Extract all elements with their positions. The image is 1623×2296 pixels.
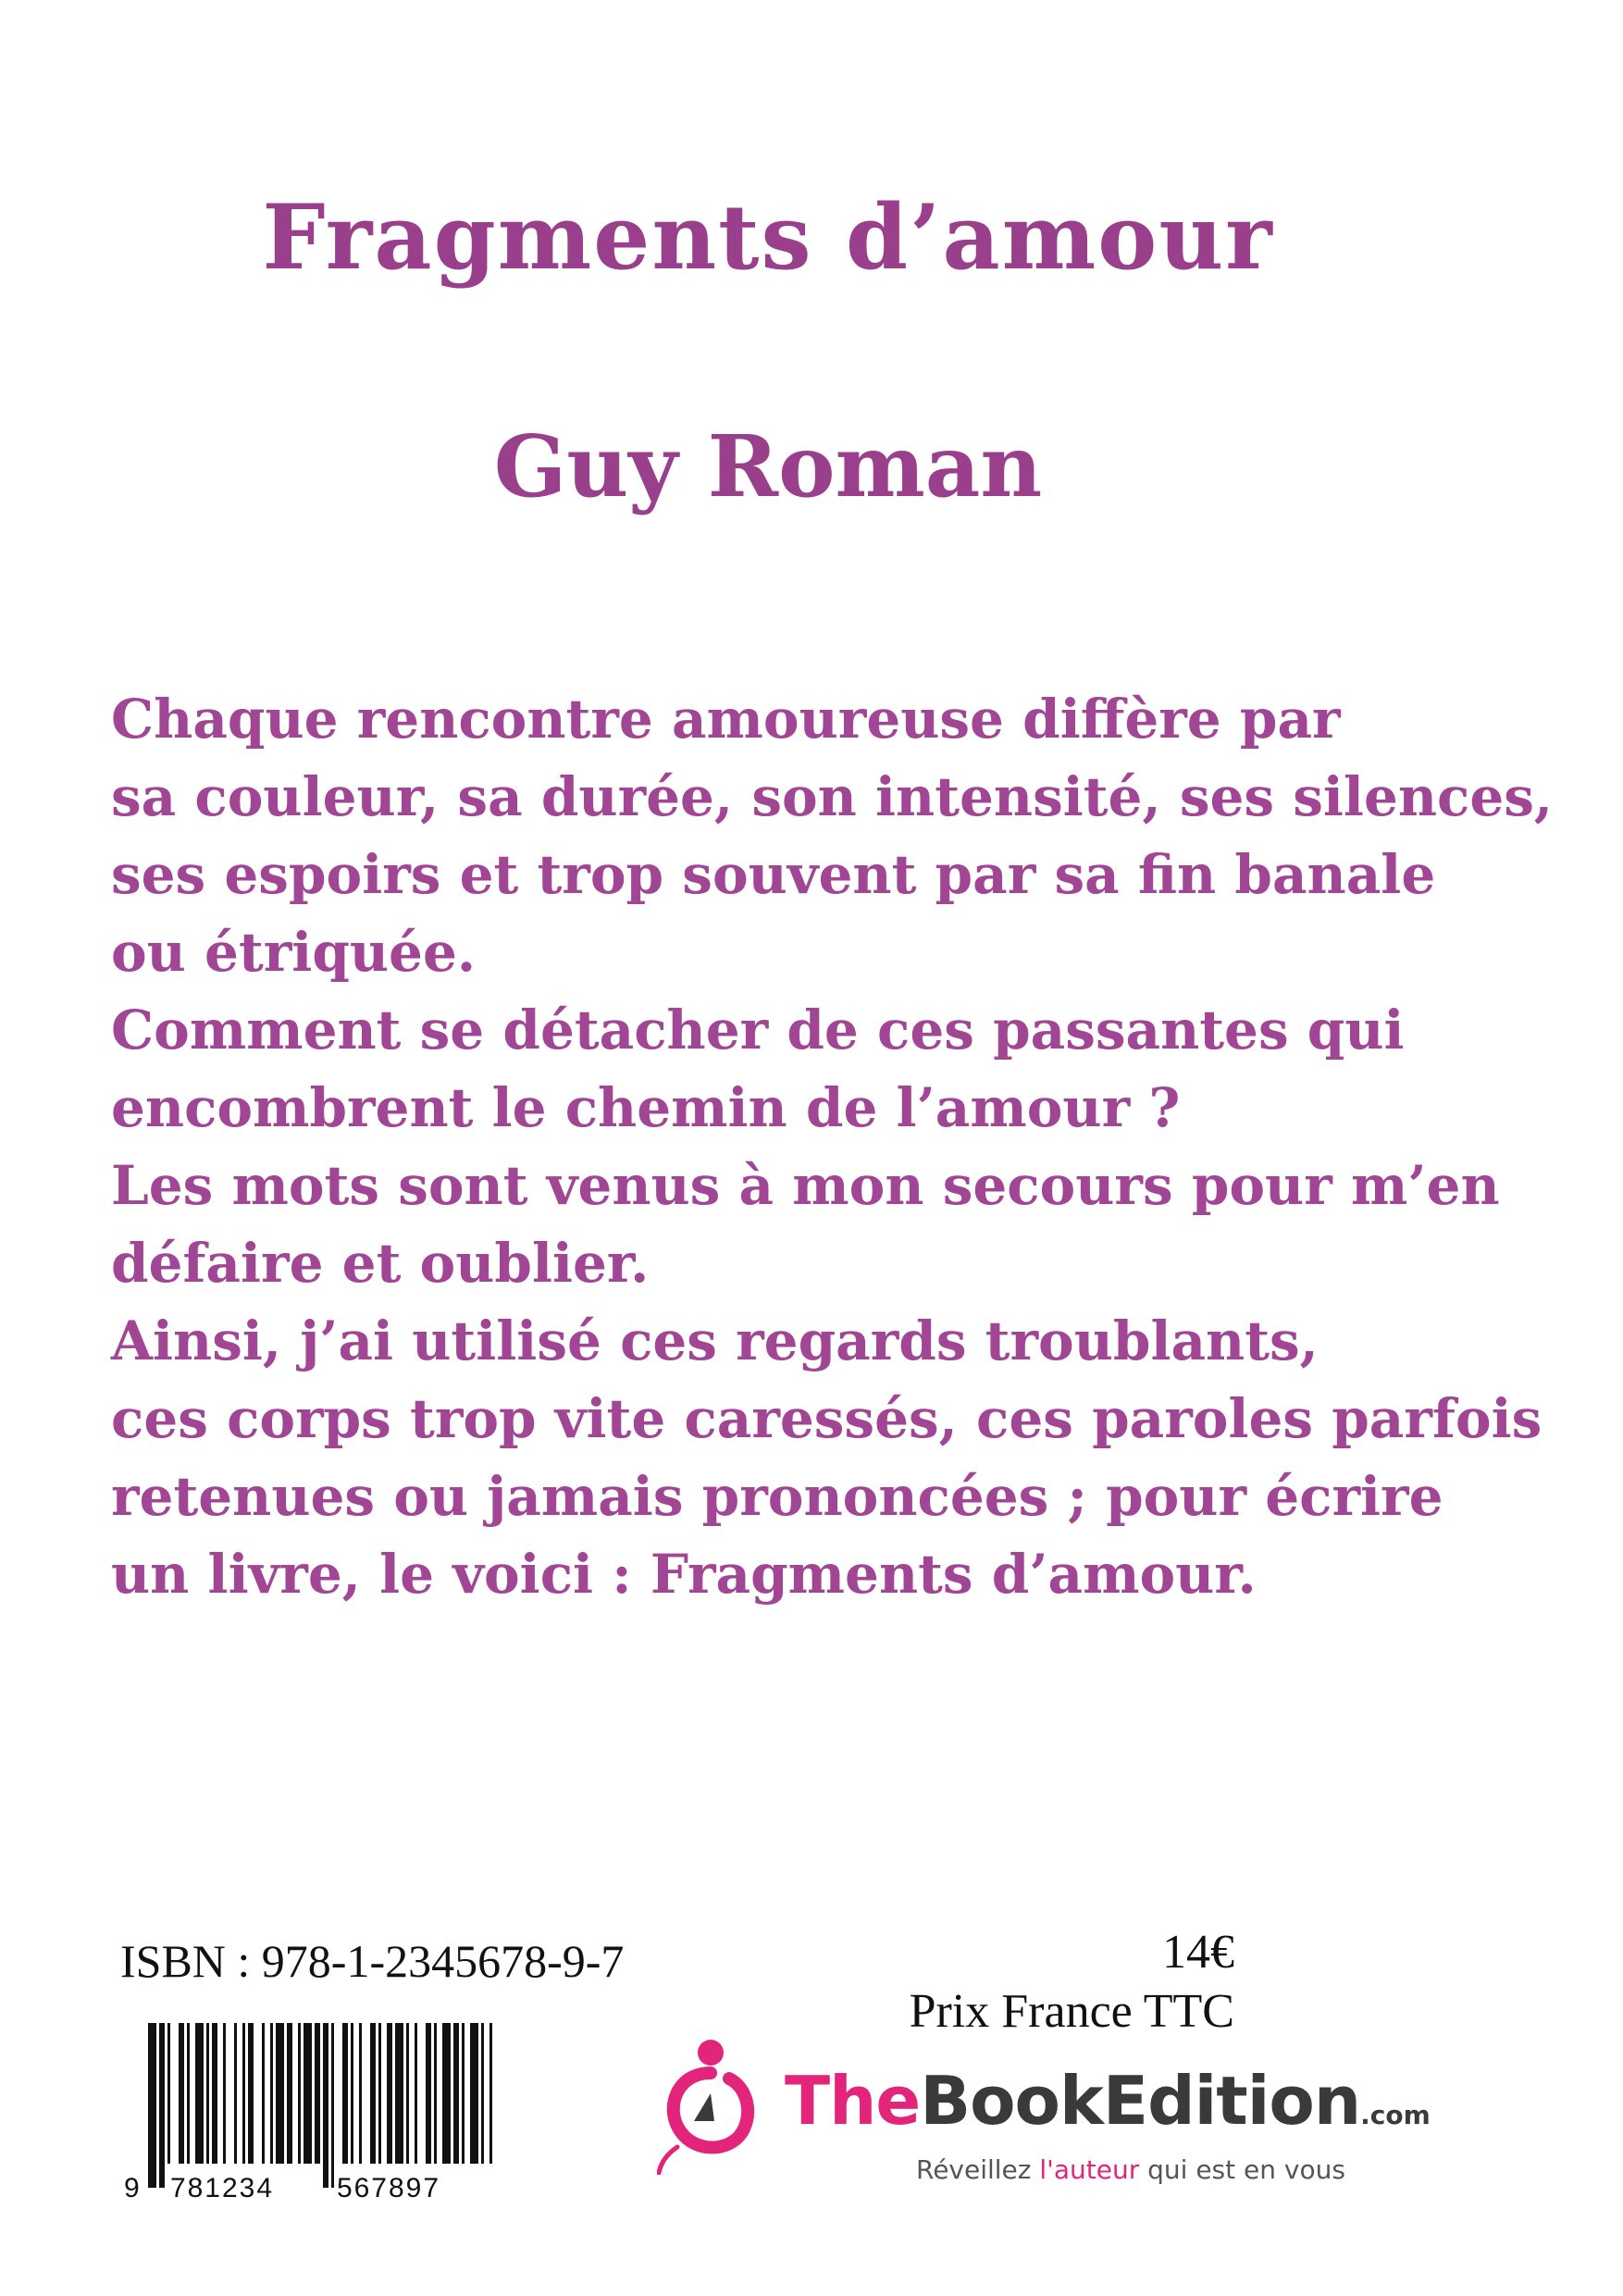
barcode-bar <box>331 2023 334 2188</box>
barcode-bar <box>315 2023 320 2164</box>
barcode-bar <box>370 2023 376 2164</box>
barcode-bar <box>298 2023 301 2164</box>
barcode-bar <box>234 2023 237 2164</box>
barcode-bar <box>453 2023 459 2164</box>
publisher-name <box>785 2062 1431 2140</box>
blurb-line: encombrent le chemin de l’amour ? <box>111 1076 1181 1139</box>
barcode-bar <box>287 2023 292 2164</box>
barcode-bar <box>387 2023 392 2164</box>
barcode-bar <box>406 2023 409 2164</box>
publisher-tagline <box>916 2154 1345 2185</box>
price-note: Prix France TTC <box>909 1985 1234 2038</box>
isbn-label: ISBN : 978-1-2345678-9-7 <box>120 1935 625 1987</box>
barcode-bar <box>415 2023 417 2164</box>
book-author: Guy Roman <box>493 416 1043 516</box>
barcode-bar <box>223 2023 226 2164</box>
barcode-bar <box>442 2023 451 2164</box>
blurb-line: sa couleur, sa durée, son intensité, ses silences, <box>111 765 1554 828</box>
publisher-logo <box>648 2036 1431 2221</box>
blurb-line: ses espoirs et trop souvent par sa fin banale <box>111 843 1436 906</box>
price-block <box>910 1923 1234 2042</box>
barcode-bar <box>187 2023 190 2164</box>
barcode-bar <box>195 2023 204 2164</box>
barcode-bar <box>167 2023 170 2164</box>
price-amount: 14€ <box>1162 1926 1234 1979</box>
barcode-bar <box>378 2023 381 2164</box>
barcode-digits-right: 567897 <box>336 2173 441 2203</box>
barcode-bar <box>248 2023 254 2164</box>
blurb-line: Comment se détacher de ces passantes qui <box>111 999 1405 1061</box>
barcode-bar <box>462 2023 465 2164</box>
barcode-bar <box>148 2023 156 2188</box>
barcode-bar <box>426 2023 431 2164</box>
publisher-name-suffix: .com <box>1360 2100 1431 2130</box>
blurb-line: ces corps trop vite caressés, ces paroles parfois <box>111 1387 1542 1450</box>
barcode-bar <box>206 2023 209 2164</box>
barcode-bar <box>434 2023 437 2164</box>
barcode-digit-prefix: 9 <box>124 2173 140 2203</box>
back-cover-blurb <box>111 680 1555 1613</box>
publisher-name-the: The <box>785 2062 921 2140</box>
barcode-bar <box>323 2023 328 2188</box>
barcode-bar <box>304 2023 312 2164</box>
barcode-bar <box>395 2023 403 2164</box>
blurb-line: Ainsi, j’ai utilisé ces regards troublants, <box>111 1309 1319 1372</box>
tagline-end: qui est en vous <box>1139 2154 1345 2185</box>
barcode-bar <box>276 2023 284 2164</box>
barcode-bar <box>242 2023 245 2164</box>
barcode-bar <box>470 2023 478 2164</box>
barcode-bar <box>212 2023 217 2164</box>
publisher-name-bookedition: BookEdition <box>920 2062 1361 2140</box>
barcode-digits-left: 781234 <box>169 2173 275 2203</box>
barcode-bar <box>359 2023 362 2164</box>
barcode-bar <box>351 2023 353 2164</box>
blurb-line: Chaque rencontre amoureuse diffère par <box>111 688 1341 751</box>
barcode-bar <box>270 2023 273 2164</box>
blurb-line: un livre, le voici : Fragments d’amour. <box>111 1543 1257 1606</box>
tagline-start: Réveillez <box>916 2154 1040 2185</box>
barcode <box>111 2017 500 2203</box>
barcode-bar <box>159 2023 165 2188</box>
barcode-bar <box>342 2023 348 2164</box>
book-title: Fragments d’amour <box>262 185 1274 290</box>
barcode-bar <box>481 2023 484 2164</box>
barcode-bar <box>262 2023 265 2164</box>
person-arrow-icon <box>657 2036 759 2175</box>
blurb-line: défaire et oublier. <box>111 1232 650 1295</box>
barcode-bar <box>489 2023 492 2164</box>
blurb-line: ou étriquée. <box>111 921 477 984</box>
tagline-accent: l'auteur <box>1039 2154 1140 2185</box>
blurb-line: retenues ou jamais prononcées ; pour écrire <box>111 1465 1443 1528</box>
blurb-line: Les mots sont venus à mon secours pour m’en <box>111 1154 1500 1217</box>
barcode-bar <box>179 2023 184 2164</box>
barcode-bars <box>148 2023 492 2188</box>
